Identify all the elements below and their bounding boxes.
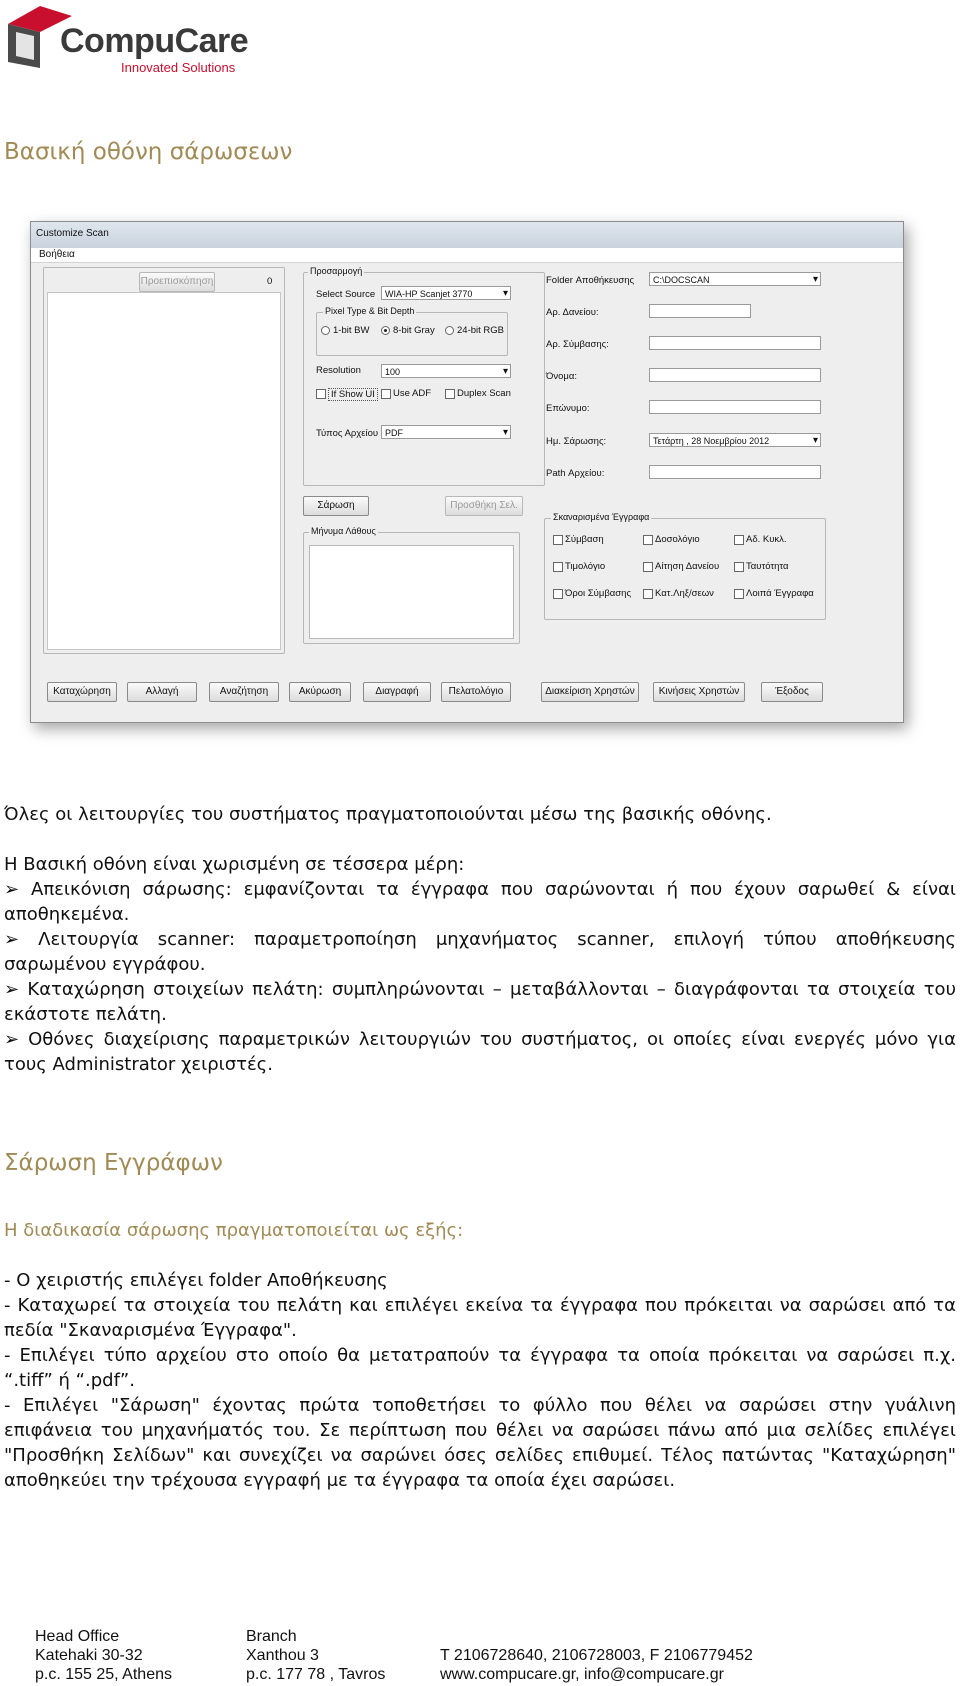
- error-group-label: Μήνυμα Λάθους: [311, 526, 376, 536]
- footer-line: Branch: [246, 1628, 297, 1645]
- duplex-checkbox[interactable]: [445, 389, 455, 399]
- doc-check[interactable]: [643, 535, 653, 545]
- select-source-combo[interactable]: WIA-HP Scanjet 3770 ▾: [381, 286, 511, 300]
- select-source-label: Select Source: [316, 289, 376, 300]
- scanned-docs-label: Σκαναρισμένα Έγγραφα: [553, 512, 650, 522]
- process-heading: Η διαδικασία σάρωσης πραγματοποιείται ως εξής:: [4, 1220, 464, 1241]
- doc-check-label: Δοσολόγιο: [655, 534, 700, 545]
- step-item: - Ο χειριστής επιλέγει folder Αποθήκευσης: [4, 1270, 388, 1291]
- surname-input[interactable]: [649, 400, 821, 414]
- part-item: ➢ Οθόνες διαχείρισης παραμετρικών λειτουργιών του συστήματος, οι οποίες είναι ενεργές μόνο για τους Administrator χειριστές.: [4, 1027, 956, 1077]
- file-type-combo[interactable]: PDF ▾: [381, 425, 511, 439]
- footer-line: Head Office: [35, 1628, 120, 1645]
- heading-main-screen: Βασική οθόνη σάρωσεων: [4, 139, 293, 165]
- doc-check-label: Λοιπά Έγγραφα: [746, 588, 814, 599]
- pixel-type-label: Pixel Type & Bit Depth: [325, 306, 415, 316]
- contract-no-input[interactable]: [649, 336, 821, 350]
- resolution-label: Resolution: [316, 365, 361, 376]
- path-label: Path Αρχείου:: [546, 468, 605, 479]
- doc-check[interactable]: [734, 589, 744, 599]
- delete-button[interactable]: Διαγραφή: [363, 682, 431, 702]
- user-activity-button[interactable]: Κινήσεις Χρηστών: [653, 682, 745, 702]
- file-type-label: Τύπος Αρχείου: [316, 428, 379, 439]
- doc-check-label: Κατ.Ληξ/σεων: [655, 588, 714, 599]
- contract-no-label: Αρ. Σύμβασης:: [546, 339, 609, 350]
- menu-help[interactable]: Βοήθεια: [39, 249, 75, 260]
- name-input[interactable]: [649, 368, 821, 382]
- footer-line: T 2106728640, 2106728003, F 2106779452: [440, 1647, 753, 1664]
- heading-scanning: Σάρωση Εγγράφων: [4, 1150, 223, 1176]
- footer-line: [440, 1627, 753, 1646]
- footer-line: www.compucare.gr, info@compucare.gr: [440, 1666, 724, 1683]
- doc-check[interactable]: [734, 562, 744, 572]
- intro-line: Όλες οι λειτουργίες του συστήματος πραγματοποιούνται μέσω της βασικής οθόνης.: [4, 804, 772, 825]
- exit-button[interactable]: Έξοδος: [761, 682, 823, 702]
- step-item: - Επιλέγει τύπο αρχείου στο οποίο θα μετατραπούν τα έγγραφα τα οποία πρόκειται να σαρώσει π.χ. “.tiff” ή “.pdf”.: [4, 1345, 956, 1391]
- show-ui-label: If Show UI: [328, 388, 378, 401]
- doc-check[interactable]: [553, 535, 563, 545]
- duplex-label: Duplex Scan: [457, 388, 511, 399]
- window-title: Customize Scan: [36, 228, 109, 239]
- use-adf-checkbox[interactable]: [381, 389, 391, 399]
- doc-check-label: Όροι Σύμβασης: [565, 588, 632, 599]
- user-management-button[interactable]: Διακείριση Χρηστών: [541, 682, 639, 702]
- radio-8bit-label: 8-bit Gray: [393, 325, 435, 336]
- step-item: - Καταχωρεί τα στοιχεία του πελάτη και επιλέγει εκείνα τα έγγραφα που πρόκειται να σαρώσει από τα πεδία "Σκαναρισμένα Έγγραφα".: [4, 1295, 956, 1341]
- footer-line: Katehaki 30-32: [35, 1647, 143, 1664]
- window-menubar: [31, 248, 903, 263]
- change-button[interactable]: Αλλαγή: [127, 682, 197, 702]
- path-input[interactable]: [649, 465, 821, 479]
- scan-button[interactable]: Σάρωση: [303, 496, 369, 516]
- footer-line: Xanthou 3: [246, 1647, 319, 1664]
- customers-button[interactable]: Πελατολόγιο: [441, 682, 511, 702]
- doc-check[interactable]: [734, 535, 744, 545]
- radio-1bit[interactable]: [321, 326, 330, 335]
- customize-group-label: Προσαρμογή: [310, 266, 363, 276]
- preview-area: [47, 292, 281, 650]
- doc-check[interactable]: [643, 562, 653, 572]
- footer-branch: [246, 1627, 385, 1684]
- doc-check[interactable]: [553, 589, 563, 599]
- loan-no-input[interactable]: [649, 304, 751, 318]
- add-page-button[interactable]: Προσθήκη Σελ.: [445, 496, 523, 516]
- cancel-button[interactable]: Ακύρωση: [289, 682, 351, 702]
- part-item: ➢ Λειτουργία scanner: παραμετροποίηση μηχανήματος scanner, επιλογή τύπου αποθήκευσης σαρωμένου εγγράφου.: [4, 927, 956, 977]
- surname-label: Επώνυμο:: [546, 403, 590, 414]
- preview-button[interactable]: Προεπισκόπηση: [139, 272, 215, 292]
- scan-date-picker[interactable]: Τετάρτη , 28 Νοεμβρίου 2012 ▾: [649, 433, 821, 447]
- part-item: ➢ Απεικόνιση σάρωσης: εμφανίζονται τα έγγραφα που σαρώνονται ή που έχουν σαρωθεί & είναι αποθηκεμένα.: [4, 877, 956, 927]
- radio-24bit-label: 24-bit RGB: [457, 325, 504, 336]
- preview-count: 0: [267, 276, 273, 287]
- footer-line: p.c. 155 25, Athens: [35, 1666, 172, 1683]
- customize-group: [303, 272, 545, 486]
- footer-head-office: [35, 1627, 172, 1684]
- step-item: - Επιλέγει "Σάρωση" έχοντας πρώτα τοποθετήσει το φύλλο που θέλει να σαρώσει στην γυάλινη επιφάνεια του μηχανήματός του. Σε περίπτωση που θέλει να σαρώσει πάνω από μια σελίδες επιλέγει "Προσθήκη Σελίδων" και συνεχίζει να σαρώνει όσες σελίδες επιθυμεί. Τέλος πατώντας "Καταχώρηση" αποθηκεύει την τρέχουσα εγγραφή με τα έγγραφα τα οποία έχει σαρώσει.: [4, 1395, 956, 1491]
- folder-label: Folder Αποθήκευσης: [546, 275, 635, 286]
- radio-24bit[interactable]: [445, 326, 454, 335]
- doc-check-label: Τιμολόγιο: [565, 561, 606, 572]
- radio-1bit-label: 1-bit BW: [333, 325, 370, 336]
- logo-name: CompuCare: [60, 22, 249, 60]
- search-button[interactable]: Αναζήτηση: [209, 682, 279, 702]
- part-item: ➢ Καταχώρηση στοιχείων πελάτη: συμπληρώνονται – μεταβάλλονται – διαγράφονται τα στοιχεία του εκάστοτε πελάτη.: [4, 977, 956, 1027]
- error-textarea[interactable]: [309, 545, 514, 639]
- use-adf-label: Use ADF: [393, 388, 432, 399]
- doc-check[interactable]: [553, 562, 563, 572]
- doc-check-label: Αίτηση Δανείου: [655, 561, 720, 572]
- folder-combo[interactable]: C:\DOCSCAN ▾: [649, 272, 821, 286]
- scan-date-label: Ημ. Σάρωσης:: [546, 436, 607, 447]
- loan-no-label: Αρ. Δανείου:: [546, 307, 599, 318]
- preview-panel: [43, 267, 285, 654]
- name-label: Όνομα:: [546, 371, 577, 382]
- footer-contact: [440, 1627, 753, 1684]
- logo-tagline: Innovated Solutions: [121, 60, 236, 75]
- doc-check-label: Αδ. Κυκλ.: [746, 534, 787, 545]
- parts-heading: Η Βασική οθόνη είναι χωρισμένη σε τέσσερα μέρη:: [4, 854, 465, 875]
- error-group: [303, 532, 520, 644]
- doc-check-label: Σύμβαση: [565, 534, 604, 545]
- customize-scan-window: [30, 221, 904, 723]
- radio-8bit[interactable]: [381, 326, 390, 335]
- show-ui-checkbox[interactable]: [316, 389, 326, 399]
- footer-line: p.c. 177 78 , Tavros: [246, 1666, 386, 1683]
- resolution-combo[interactable]: 100 ▾: [381, 364, 511, 378]
- window-titlebar: [31, 222, 903, 249]
- doc-check[interactable]: [643, 589, 653, 599]
- register-button[interactable]: Καταχώρηση: [47, 682, 117, 702]
- doc-check-label: Ταυτότητα: [746, 561, 789, 572]
